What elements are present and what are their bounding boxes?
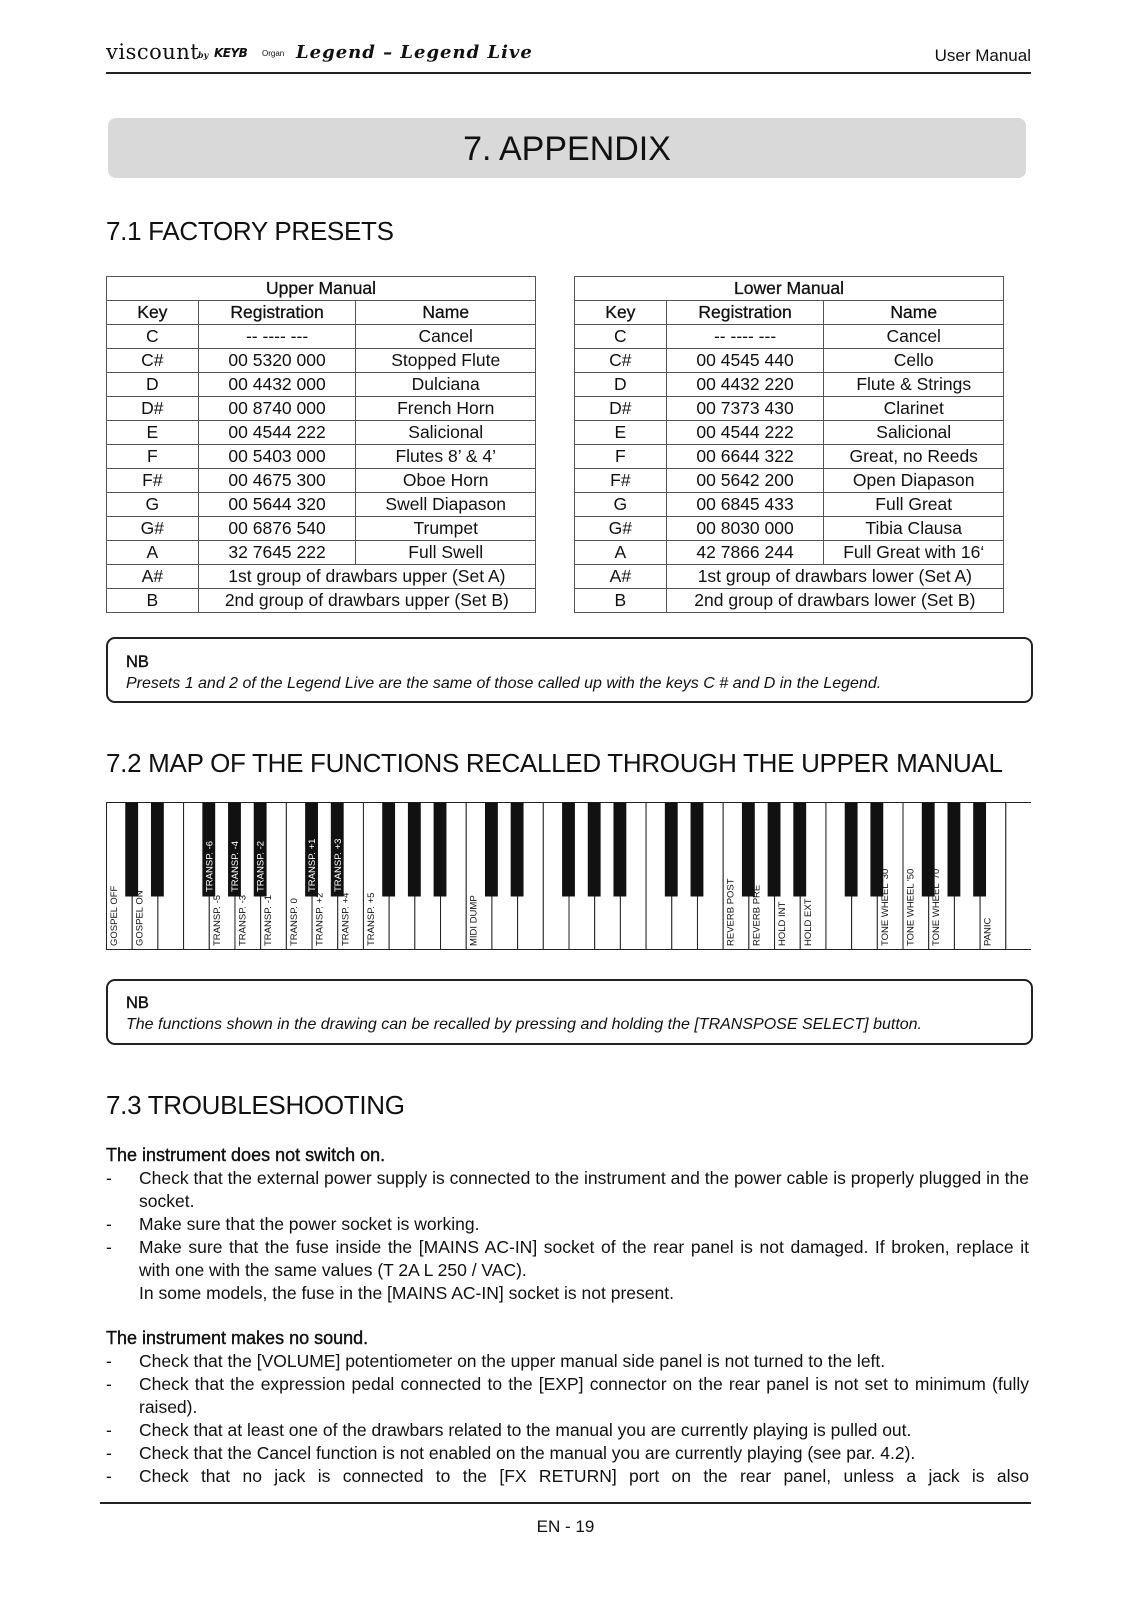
key-label-gospel-on: GOSPEL ON bbox=[134, 890, 146, 946]
cell-registration: 00 4675 300 bbox=[198, 469, 356, 493]
cell-key: A bbox=[107, 541, 199, 565]
cell-name: Flutes 8’ & 4’ bbox=[356, 445, 536, 469]
cell-registration: 00 7373 430 bbox=[666, 397, 824, 421]
black-key bbox=[382, 803, 395, 897]
cell-key: G bbox=[575, 493, 667, 517]
cell-name: Salicional bbox=[356, 421, 536, 445]
list-item bbox=[106, 1465, 1029, 1488]
cell-registration: 00 5320 000 bbox=[198, 349, 356, 373]
table-row bbox=[575, 373, 1004, 397]
section-title-function-map: 7.2 MAP OF THE FUNCTIONS RECALLED THROUGH THE UPPER MANUAL bbox=[106, 748, 1003, 778]
cell-key: F bbox=[107, 445, 199, 469]
cell-registration: 00 4544 222 bbox=[198, 421, 356, 445]
list-item-text: Check that the expression pedal connected to the [EXP] connector on the rear panel is not set to minimum (fully raised). bbox=[139, 1374, 1029, 1417]
table-title: Lower Manual bbox=[575, 277, 1004, 301]
table-row bbox=[107, 493, 536, 517]
cell-registration: 32 7645 222 bbox=[198, 541, 356, 565]
key-label-transp-3: TRANSP. -3 bbox=[237, 894, 249, 946]
column-header-registration: Registration bbox=[198, 301, 356, 325]
key-label-transp-6: TRANSP. -6 bbox=[204, 840, 216, 892]
page-header bbox=[106, 38, 1031, 74]
cell-registration: 00 5642 200 bbox=[666, 469, 824, 493]
list-item-text: Check that the Cancel function is not enabled on the manual you are currently playing (see par. 4.2). bbox=[139, 1443, 916, 1463]
key-label-transp-2: TRANSP. +2 bbox=[314, 892, 326, 946]
cell-drawbar-set: 2nd group of drawbars lower (Set B) bbox=[666, 589, 1003, 613]
bullet-dash: - bbox=[106, 1237, 112, 1257]
column-header-key: Key bbox=[107, 301, 199, 325]
page-number: EN - 19 bbox=[536, 1517, 595, 1536]
table-row bbox=[575, 325, 1004, 349]
key-label-transp-4: TRANSP. -4 bbox=[229, 840, 241, 892]
list-item-text: Check that at least one of the drawbars related to the manual you are currently playing is pulled out. bbox=[139, 1420, 912, 1440]
cell-key: C# bbox=[107, 349, 199, 373]
black-key bbox=[511, 803, 524, 897]
footer-divider bbox=[100, 1502, 1031, 1504]
list-item-continuation bbox=[106, 1282, 1029, 1305]
cell-name: Open Diapason bbox=[824, 469, 1004, 493]
list-item-text: Make sure that the power socket is working. bbox=[139, 1214, 480, 1234]
key-label-transp-1: TRANSP. +1 bbox=[307, 838, 319, 892]
key-label-tone-wheel-30: TONE WHEEL '30 bbox=[879, 868, 891, 946]
cell-registration: 00 8740 000 bbox=[198, 397, 356, 421]
upper-manual-table bbox=[106, 276, 536, 613]
black-key bbox=[434, 803, 447, 897]
column-header-registration: Registration bbox=[666, 301, 824, 325]
brand-by: by bbox=[198, 50, 209, 60]
product-name: Legend – Legend Live bbox=[296, 42, 533, 63]
bullet-dash: - bbox=[106, 1443, 112, 1463]
cell-name: Clarinet bbox=[824, 397, 1004, 421]
key-label-reverb-post: REVERB POST bbox=[725, 878, 737, 946]
cell-key: G# bbox=[575, 517, 667, 541]
black-key bbox=[973, 803, 986, 897]
black-key bbox=[793, 803, 806, 897]
cell-name: Cancel bbox=[356, 325, 536, 349]
cell-name: Tibia Clausa bbox=[824, 517, 1004, 541]
list-item-text: Make sure that the fuse inside the [MAINS AC-IN] socket of the rear panel is not damaged. If broken, replace it with one with the same values (T 2A L 250 / VAC). bbox=[139, 1237, 1029, 1280]
bullet-dash: - bbox=[106, 1168, 112, 1188]
cell-key: G bbox=[107, 493, 199, 517]
list-item bbox=[106, 1350, 1029, 1373]
cell-name: Oboe Horn bbox=[356, 469, 536, 493]
table-row bbox=[107, 325, 536, 349]
cell-key: B bbox=[107, 589, 199, 613]
cell-key: A# bbox=[575, 565, 667, 589]
bullet-dash: - bbox=[106, 1351, 112, 1371]
list-item-text: Check that the external power supply is connected to the instrument and the power cable is properly plugged in the socket. bbox=[139, 1168, 1029, 1211]
cell-registration: 00 6644 322 bbox=[666, 445, 824, 469]
table-row bbox=[107, 445, 536, 469]
cell-name: Great, no Reeds bbox=[824, 445, 1004, 469]
cell-name: French Horn bbox=[356, 397, 536, 421]
column-header-name: Name bbox=[824, 301, 1004, 325]
cell-registration: 00 5403 000 bbox=[198, 445, 356, 469]
cell-registration: 00 4432 000 bbox=[198, 373, 356, 397]
list-item bbox=[106, 1236, 1029, 1282]
cell-registration: 00 4432 220 bbox=[666, 373, 824, 397]
key-label-tone-wheel-50: TONE WHEEL '50 bbox=[905, 868, 917, 946]
cell-key: D# bbox=[575, 397, 667, 421]
black-key bbox=[947, 803, 960, 897]
white-key bbox=[1006, 803, 1031, 950]
cell-drawbar-set: 1st group of drawbars lower (Set A) bbox=[666, 565, 1003, 589]
key-label-transp-1: TRANSP. -1 bbox=[263, 894, 275, 946]
black-key bbox=[691, 803, 704, 897]
cell-key: A bbox=[575, 541, 667, 565]
list-item bbox=[106, 1373, 1029, 1419]
cell-key: F bbox=[575, 445, 667, 469]
cell-key: E bbox=[575, 421, 667, 445]
black-key bbox=[768, 803, 781, 897]
cell-key: D bbox=[575, 373, 667, 397]
note-title: NB bbox=[126, 994, 149, 1012]
list-item bbox=[106, 1213, 1029, 1236]
key-label-midi-dump: MIDI DUMP bbox=[468, 895, 480, 946]
bullet-dash: - bbox=[106, 1214, 112, 1234]
table-row bbox=[575, 493, 1004, 517]
black-key bbox=[485, 803, 498, 897]
key-label-hold-int: HOLD INT bbox=[777, 901, 789, 946]
brand-logo: viscount bbox=[106, 40, 200, 64]
bullet-dash: - bbox=[106, 1466, 112, 1486]
list-item-text: In some models, the fuse in the [MAINS AC-IN] socket is not present. bbox=[139, 1283, 674, 1303]
note-title: NB bbox=[126, 653, 149, 671]
cell-name: Stopped Flute bbox=[356, 349, 536, 373]
cell-registration: 00 4545 440 bbox=[666, 349, 824, 373]
column-header-key: Key bbox=[575, 301, 667, 325]
bullet-dash: - bbox=[106, 1374, 112, 1394]
table-row bbox=[107, 565, 536, 589]
key-label-transp-4: TRANSP. +4 bbox=[340, 892, 352, 946]
cell-key: C# bbox=[575, 349, 667, 373]
cell-registration: 00 4544 222 bbox=[666, 421, 824, 445]
table-row bbox=[107, 589, 536, 613]
key-label-tone-wheel-70: TONE WHEEL '70 bbox=[931, 868, 943, 946]
black-key bbox=[151, 803, 164, 897]
lower-manual-table bbox=[574, 276, 1004, 613]
table-title: Upper Manual bbox=[107, 277, 536, 301]
table-row bbox=[107, 517, 536, 541]
key-label-panic: PANIC bbox=[982, 917, 994, 946]
cell-name: Trumpet bbox=[356, 517, 536, 541]
cell-registration: 00 6876 540 bbox=[198, 517, 356, 541]
black-key bbox=[562, 803, 575, 897]
cell-name: Dulciana bbox=[356, 373, 536, 397]
cell-key: F# bbox=[575, 469, 667, 493]
cell-name: Full Swell bbox=[356, 541, 536, 565]
key-label-reverb-pre: REVERB PRE bbox=[751, 884, 763, 946]
upper-manual-keyboard-diagram bbox=[106, 802, 1031, 950]
trouble-heading-no-sound: The instrument makes no sound. bbox=[106, 1328, 369, 1348]
table-row bbox=[575, 469, 1004, 493]
list-item-text: Check that the [VOLUME] potentiometer on the upper manual side panel is not turned to the left. bbox=[139, 1351, 886, 1371]
keyb-organ-label: Organ bbox=[262, 49, 285, 58]
table-body bbox=[107, 325, 536, 613]
black-key bbox=[613, 803, 626, 897]
key-label-transp-2: TRANSP. -2 bbox=[255, 840, 267, 892]
table-row bbox=[575, 397, 1004, 421]
cell-name: Swell Diapason bbox=[356, 493, 536, 517]
section-title-troubleshooting: 7.3 TROUBLESHOOTING bbox=[106, 1090, 405, 1120]
key-label-transp-5: TRANSP. -5 bbox=[211, 894, 223, 946]
section-title-presets: 7.1 FACTORY PRESETS bbox=[106, 216, 394, 246]
table-row bbox=[575, 349, 1004, 373]
cell-name: Cello bbox=[824, 349, 1004, 373]
table-row bbox=[107, 421, 536, 445]
table-row bbox=[575, 565, 1004, 589]
cell-key: D bbox=[107, 373, 199, 397]
table-row bbox=[575, 445, 1004, 469]
cell-key: C bbox=[575, 325, 667, 349]
key-label-transp-5: TRANSP. +5 bbox=[365, 892, 377, 946]
table-row bbox=[107, 373, 536, 397]
table-row bbox=[107, 541, 536, 565]
table-row bbox=[107, 349, 536, 373]
note-box-function-map bbox=[106, 979, 1033, 1045]
bullet-dash: - bbox=[106, 1420, 112, 1440]
cell-registration: 42 7866 244 bbox=[666, 541, 824, 565]
document-type: User Manual bbox=[934, 46, 1031, 65]
note-text: The functions shown in the drawing can be recalled by pressing and holding the [TRANSPOSE SELECT] button. bbox=[126, 1016, 922, 1033]
black-key bbox=[408, 803, 421, 897]
list-item-text: Check that no jack is connected to the [FX RETURN] port on the rear panel, unless a jack is also bbox=[139, 1466, 1029, 1486]
key-label-gospel-off: GOSPEL OFF bbox=[109, 885, 120, 946]
table-body bbox=[575, 325, 1004, 613]
black-key bbox=[588, 803, 601, 897]
cell-key: B bbox=[575, 589, 667, 613]
cell-drawbar-set: 1st group of drawbars upper (Set A) bbox=[198, 565, 535, 589]
cell-key: D# bbox=[107, 397, 199, 421]
cell-key: F# bbox=[107, 469, 199, 493]
cell-drawbar-set: 2nd group of drawbars upper (Set B) bbox=[198, 589, 535, 613]
note-box-presets bbox=[106, 637, 1033, 703]
cell-key: C bbox=[107, 325, 199, 349]
keyb-logo: KEYB bbox=[214, 46, 248, 60]
black-key bbox=[845, 803, 858, 897]
note-text: Presets 1 and 2 of the Legend Live are the same of those called up with the keys C # and D in the Legend. bbox=[126, 675, 882, 692]
list-item bbox=[106, 1419, 1029, 1442]
cell-name: Full Great bbox=[824, 493, 1004, 517]
table-row bbox=[575, 589, 1004, 613]
list-item bbox=[106, 1442, 1029, 1465]
column-header-name: Name bbox=[356, 301, 536, 325]
trouble-heading-no-power: The instrument does not switch on. bbox=[106, 1145, 386, 1165]
cell-name: Flute & Strings bbox=[824, 373, 1004, 397]
cell-registration: -- ---- --- bbox=[198, 325, 356, 349]
key-label-hold-ext: HOLD EXT bbox=[802, 898, 814, 946]
cell-key: G# bbox=[107, 517, 199, 541]
cell-name: Salicional bbox=[824, 421, 1004, 445]
black-key bbox=[742, 803, 755, 897]
table-row bbox=[575, 541, 1004, 565]
cell-name: Full Great with 16‘ bbox=[824, 541, 1004, 565]
table-row bbox=[107, 469, 536, 493]
cell-registration: 00 6845 433 bbox=[666, 493, 824, 517]
cell-name: Cancel bbox=[824, 325, 1004, 349]
black-key bbox=[125, 803, 138, 897]
table-row bbox=[575, 517, 1004, 541]
cell-key: A# bbox=[107, 565, 199, 589]
cell-registration: 00 5644 320 bbox=[198, 493, 356, 517]
table-row bbox=[107, 397, 536, 421]
table-row bbox=[575, 421, 1004, 445]
chapter-title: 7. APPENDIX bbox=[108, 118, 1026, 178]
cell-key: E bbox=[107, 421, 199, 445]
black-key bbox=[665, 803, 678, 897]
cell-registration: -- ---- --- bbox=[666, 325, 824, 349]
list-item bbox=[106, 1167, 1029, 1213]
key-label-transp-0: TRANSP. 0 bbox=[288, 898, 300, 946]
key-label-transp-3: TRANSP. +3 bbox=[332, 838, 344, 892]
cell-registration: 00 8030 000 bbox=[666, 517, 824, 541]
